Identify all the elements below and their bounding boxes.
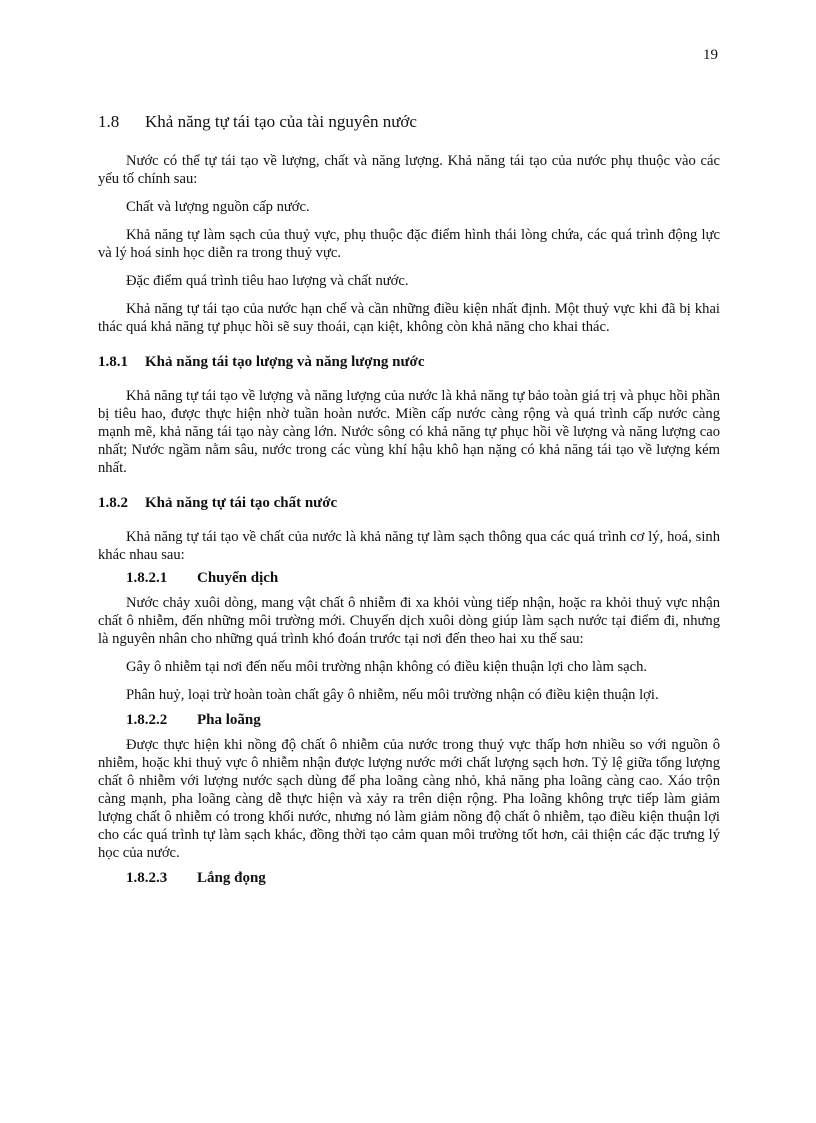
subsubsection-number: 1.8.2.3 (126, 870, 168, 886)
section-title: Khả năng tự tái tạo của tài nguyên nước (145, 112, 417, 131)
subsubsection-title: Lắng đọng (197, 870, 266, 886)
paragraph: Khả năng tự tái tạo về lượng và năng lượng của nước là khả năng tự bảo toàn giá trị và phục hồi phần bị tiêu hao, được thực hiện nhờ tuần hoàn nước. Miền cấp nước càng rộng và quá trình cấp nước càng mạnh mẽ, khả năng tái tạo này càng lớn. Nước sông có khả năng tự phục hồi về lượng và năng lượng cao nhất; Nước ngầm nằm sâu, nước trong các vùng khí hậu khô hạn nặng có khả năng tái tạo về lượng kém nhất. (98, 388, 720, 476)
paragraph: Chất và lượng nguồn cấp nước. (126, 199, 310, 215)
paragraph: Nước chảy xuôi dòng, mang vật chất ô nhiễm đi xa khỏi vùng tiếp nhận, hoặc ra khỏi thuỷ vực nhận chất ô nhiễm, đến những môi trường mới. Chuyển dịch xuôi dòng giúp làm sạch nước tại điểm đi, nhưng là nguyên nhân cho những quá trình khó đoán trước tại nơi đến theo hai xu thế sau: (98, 595, 720, 647)
paragraph: Khả năng tự tái tạo của nước hạn chế và cần những điều kiện nhất định. Một thuỷ vực khi đã bị khai thác quá khả năng tự phục hồi sẽ suy thoái, cạn kiệt, không còn khả năng cho khai thác. (98, 301, 720, 335)
page-content (98, 112, 720, 894)
subsubsection-heading (98, 712, 720, 729)
subsubsection-heading (98, 570, 720, 587)
page-number: 19 (703, 47, 718, 63)
paragraph: Gây ô nhiễm tại nơi đến nếu môi trường nhận không có điều kiện thuận lợi cho làm sạch. (126, 659, 648, 675)
subsubsection-title: Pha loãng (197, 712, 261, 728)
paragraph: Được thực hiện khi nồng độ chất ô nhiễm của nước trong thuỷ vực thấp hơn nhiều so với nguồn ô nhiễm, hoặc khi thuỷ vực ô nhiễm nhận được lượng nước mới chất lượng sạch hơn. Tỷ lệ giữa tổng lượng chất ô nhiễm với lượng nước sạch dùng để pha loãng càng nhỏ, khả năng pha loãng càng cao. Xáo trộn càng mạnh, pha loãng càng dễ thực hiện và xảy ra trên diện rộng. Pha loãng không trực tiếp làm giảm lượng chất ô nhiễm có trong khối nước, nhưng nó làm giảm nồng độ chất ô nhiễm, tạo điều kiện thuận lợi cho các quá trình tự làm sạch khác, đồng thời tạo cảm quan môi trường tốt hơn, cải thiện các đặc trưng lý học của nước. (98, 737, 720, 861)
subsubsection-title: Chuyển dịch (197, 570, 279, 586)
paragraph: Khả năng tự làm sạch của thuỷ vực, phụ thuộc đặc điểm hình thái lòng chứa, các quá trình động lực và lý hoá sinh học diễn ra trong thuỷ vực. (98, 227, 720, 261)
subsubsection-number: 1.8.2.2 (126, 712, 168, 728)
subsubsection-number: 1.8.2.1 (126, 570, 168, 586)
section-number: 1.8 (98, 112, 120, 131)
subsection-heading (98, 354, 720, 371)
paragraph: Phân huỷ, loại trừ hoàn toàn chất gây ô nhiễm, nếu môi trường nhận có điều kiện thuận lợi. (126, 687, 659, 703)
subsection-number: 1.8.2 (98, 495, 128, 511)
subsection-title: Khả năng tái tạo lượng và năng lượng nước (145, 354, 425, 370)
paragraph: Đặc điểm quá trình tiêu hao lượng và chất nước. (126, 273, 409, 289)
paragraph: Nước có thể tự tái tạo về lượng, chất và năng lượng. Khả năng tái tạo của nước phụ thuộc vào các yếu tố chính sau: (98, 153, 720, 187)
subsubsection-heading (98, 870, 720, 887)
paragraph: Khả năng tự tái tạo về chất của nước là khả năng tự làm sạch thông qua các quá trình cơ lý, hoá, sinh khác nhau sau: (98, 529, 720, 563)
section-heading (98, 112, 720, 132)
subsection-number: 1.8.1 (98, 354, 128, 370)
subsection-title: Khả năng tự tái tạo chất nước (145, 495, 338, 511)
subsection-heading (98, 495, 720, 512)
